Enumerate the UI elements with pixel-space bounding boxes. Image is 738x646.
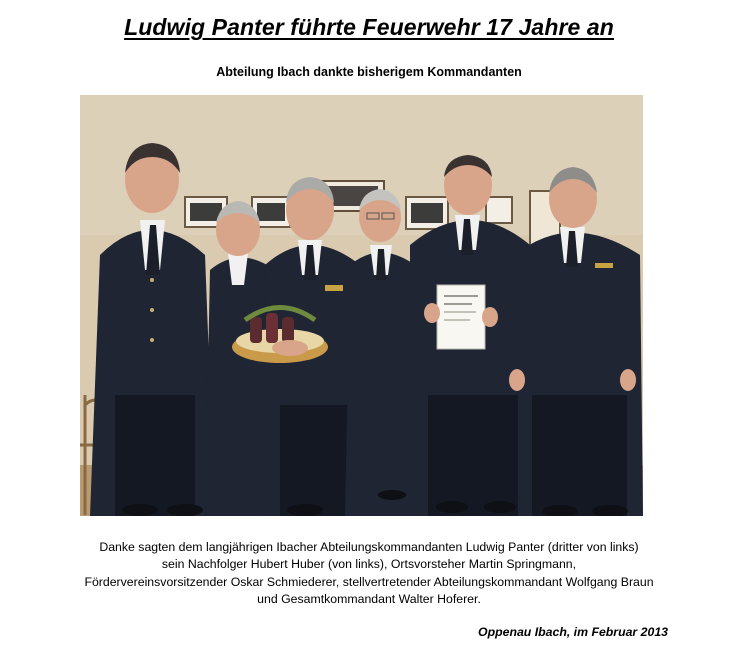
photo-caption bbox=[0, 539, 738, 608]
dateline: Oppenau Ibach, im Februar 2013 bbox=[478, 625, 668, 639]
caption-line-4: und Gesamtkommandant Walter Hoferer. bbox=[257, 591, 481, 606]
caption-line-1: Danke sagten dem langjährigen Ibacher Abteilungskommandanten Ludwig Panter (dritter von links) bbox=[99, 540, 639, 554]
article-subheadline: Abteilung Ibach dankte bisherigem Kommandanten bbox=[216, 65, 522, 79]
article-headline: Ludwig Panter führte Feuerwehr 17 Jahre an bbox=[124, 14, 614, 40]
caption-line-2: sein Nachfolger Hubert Huber (von links), Ortsvorsteher Martin Springmann, bbox=[161, 557, 577, 572]
caption-line-3: Fördervereinsvorsitzender Oskar Schmiederer, stellvertretender Abteilungskommandant Wolfgang Braun bbox=[84, 574, 654, 589]
wall-picture-4 bbox=[406, 197, 448, 229]
wall-picture-5 bbox=[486, 197, 512, 223]
group-photo bbox=[80, 95, 643, 516]
